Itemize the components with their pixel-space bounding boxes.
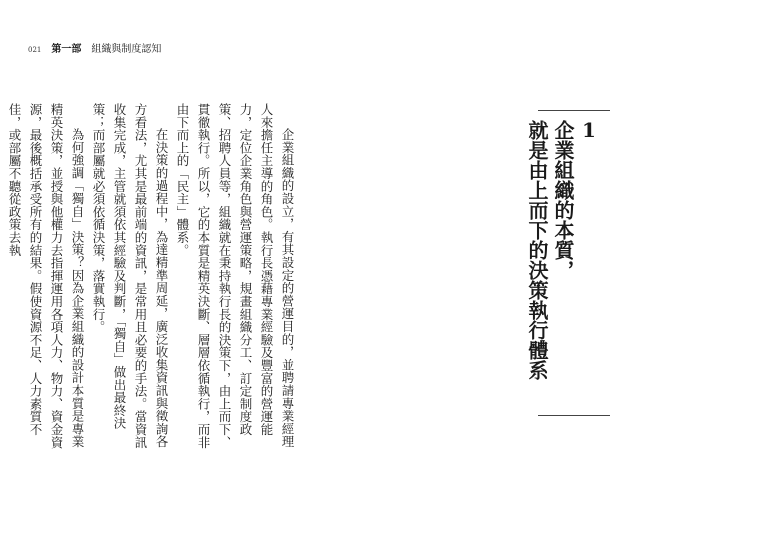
section-title: 組織與制度認知 <box>91 44 162 55</box>
chapter-title-line1 <box>550 120 602 400</box>
chapter-title-line2: 就是由上而下的決策執行體系 <box>525 120 549 380</box>
chapter-title-text1: 企業組織的本質， <box>551 120 575 280</box>
running-header <box>28 40 161 55</box>
paragraph-2: 在決策的過程中，為達精準周延，廣泛收集資訊與徵詢各方看法，尤其是最前端的資訊，是常用且必要的手法。當資訊收集完成，主管就須依其經驗及判斷，「獨自」做出最終決策；而部屬就必須依循決策，落實執行。 <box>91 103 169 449</box>
part-label: 第一部 <box>51 44 82 55</box>
body-text <box>7 103 298 453</box>
chapter-number: 1 <box>582 120 596 140</box>
paragraph-1: 企業組織的設立，有其設定的營運目的，並聘請專業經理人來擔任主導的角色。執行長憑藉專業經驗及豐富的營運能力，定位企業角色與營運策略，規畫組織分工、訂定制度政策、招聘人員等，組織就在秉持執行長的決策下，由上而下、貫徹執行。所以，它的本質是精英決斷、層層依循執行，而非由下而上的「民主」體系。 <box>175 103 295 449</box>
paragraph-3: 為何強調「獨自」決策？因為企業組織的設計本質是專業精英決策，並授與他權力去指揮運用各項人力、物力、資金資源，最後概括承受所有的結果。假使資源不足、人力素質不佳，或部屬不聽從政策去執 <box>7 103 85 449</box>
page-number: 021 <box>28 46 42 54</box>
bottom-rule <box>538 415 610 416</box>
top-rule <box>538 110 610 111</box>
chapter-title <box>524 120 602 400</box>
chapter-heading <box>525 110 610 416</box>
